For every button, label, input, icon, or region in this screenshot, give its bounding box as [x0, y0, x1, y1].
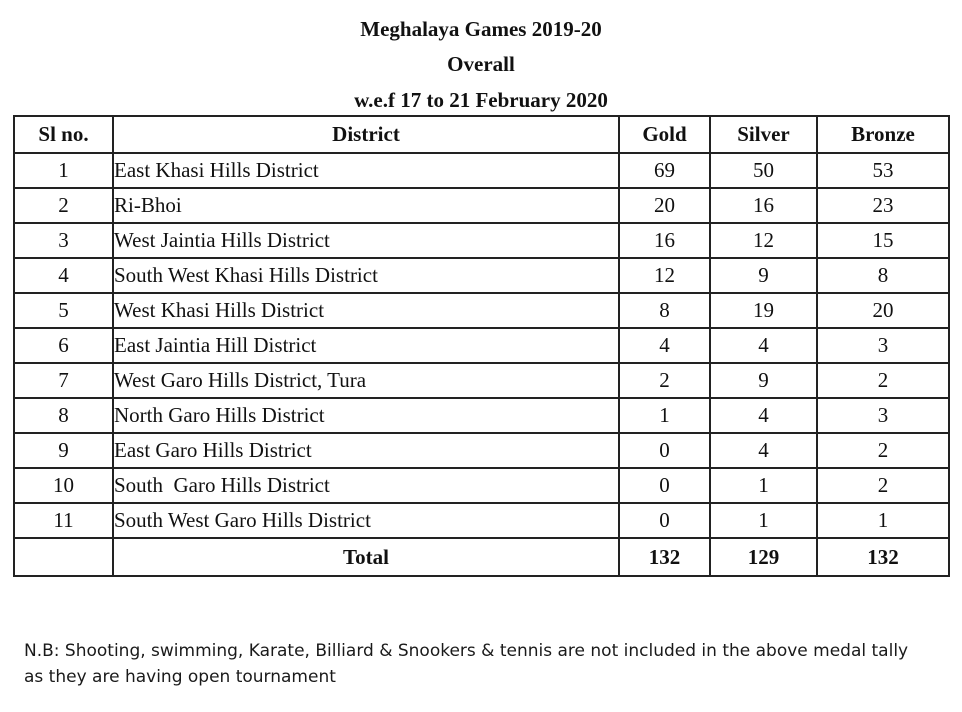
column-header-silver: Silver — [710, 116, 817, 153]
cell-district: East Jaintia Hill District — [113, 328, 619, 363]
cell-sl-no: 8 — [14, 398, 113, 433]
table-row — [14, 188, 949, 223]
column-header-bronze: Bronze — [817, 116, 949, 153]
cell-bronze: 8 — [817, 258, 949, 293]
cell-district: West Garo Hills District, Tura — [113, 363, 619, 398]
cell-sl-no: 10 — [14, 468, 113, 503]
cell-gold: 0 — [619, 433, 710, 468]
cell-silver: 9 — [710, 363, 817, 398]
cell-silver: 4 — [710, 433, 817, 468]
table-row — [14, 293, 949, 328]
cell-sl-no: 1 — [14, 153, 113, 188]
cell-silver: 16 — [710, 188, 817, 223]
column-header-district: District — [113, 116, 619, 153]
medal-tally-table — [13, 115, 950, 577]
cell-district: South West Khasi Hills District — [113, 258, 619, 293]
cell-district: North Garo Hills District — [113, 398, 619, 433]
cell-silver: 19 — [710, 293, 817, 328]
cell-sl-no: 4 — [14, 258, 113, 293]
total-row — [14, 538, 949, 576]
cell-bronze: 23 — [817, 188, 949, 223]
table-row — [14, 433, 949, 468]
cell-district: West Jaintia Hills District — [113, 223, 619, 258]
total-bronze: 132 — [817, 538, 949, 576]
cell-sl-no: 2 — [14, 188, 113, 223]
table-row — [14, 503, 949, 538]
cell-district: West Khasi Hills District — [113, 293, 619, 328]
cell-gold: 1 — [619, 398, 710, 433]
cell-gold: 0 — [619, 468, 710, 503]
table-row — [14, 468, 949, 503]
cell-sl-no: 5 — [14, 293, 113, 328]
table-row — [14, 363, 949, 398]
cell-bronze: 53 — [817, 153, 949, 188]
column-header-sl-no: Sl no. — [14, 116, 113, 153]
table-header-row — [14, 116, 949, 153]
table-row — [14, 223, 949, 258]
cell-gold: 4 — [619, 328, 710, 363]
cell-sl-no: 6 — [14, 328, 113, 363]
footnote — [24, 638, 949, 690]
cell-bronze: 20 — [817, 293, 949, 328]
cell-silver: 9 — [710, 258, 817, 293]
cell-gold: 8 — [619, 293, 710, 328]
cell-bronze: 2 — [817, 433, 949, 468]
cell-silver: 4 — [710, 398, 817, 433]
table-row — [14, 398, 949, 433]
cell-gold: 12 — [619, 258, 710, 293]
cell-gold: 20 — [619, 188, 710, 223]
table-row — [14, 258, 949, 293]
cell-silver: 12 — [710, 223, 817, 258]
cell-bronze: 1 — [817, 503, 949, 538]
table-row — [14, 153, 949, 188]
footnote-line-1: N.B: Shooting, swimming, Karate, Billiard & Snookers & tennis are not included in the above medal tally — [24, 641, 909, 661]
page-title: Meghalaya Games 2019-20 — [360, 17, 602, 41]
cell-bronze: 2 — [817, 468, 949, 503]
cell-bronze: 15 — [817, 223, 949, 258]
total-gold: 132 — [619, 538, 710, 576]
cell-silver: 4 — [710, 328, 817, 363]
cell-sl-no: 9 — [14, 433, 113, 468]
table-row — [14, 328, 949, 363]
cell-sl-no: 11 — [14, 503, 113, 538]
footnote-line-2: as they are having open tournament — [24, 667, 336, 687]
cell-sl-no: 3 — [14, 223, 113, 258]
cell-silver: 50 — [710, 153, 817, 188]
total-label: Total — [113, 538, 619, 576]
cell-bronze: 3 — [817, 398, 949, 433]
cell-district: East Garo Hills District — [113, 433, 619, 468]
cell-gold: 2 — [619, 363, 710, 398]
cell-silver: 1 — [710, 503, 817, 538]
cell-district: Ri-Bhoi — [113, 188, 619, 223]
date-range: w.e.f 17 to 21 February 2020 — [354, 88, 608, 112]
cell-gold: 69 — [619, 153, 710, 188]
cell-district: South West Garo Hills District — [113, 503, 619, 538]
cell-gold: 0 — [619, 503, 710, 538]
cell-sl-no: 7 — [14, 363, 113, 398]
cell-total-blank — [14, 538, 113, 576]
column-header-gold: Gold — [619, 116, 710, 153]
cell-gold: 16 — [619, 223, 710, 258]
cell-district: South Garo Hills District — [113, 468, 619, 503]
cell-bronze: 2 — [817, 363, 949, 398]
cell-bronze: 3 — [817, 328, 949, 363]
total-silver: 129 — [710, 538, 817, 576]
page-subtitle: Overall — [447, 52, 515, 76]
cell-silver: 1 — [710, 468, 817, 503]
cell-district: East Khasi Hills District — [113, 153, 619, 188]
